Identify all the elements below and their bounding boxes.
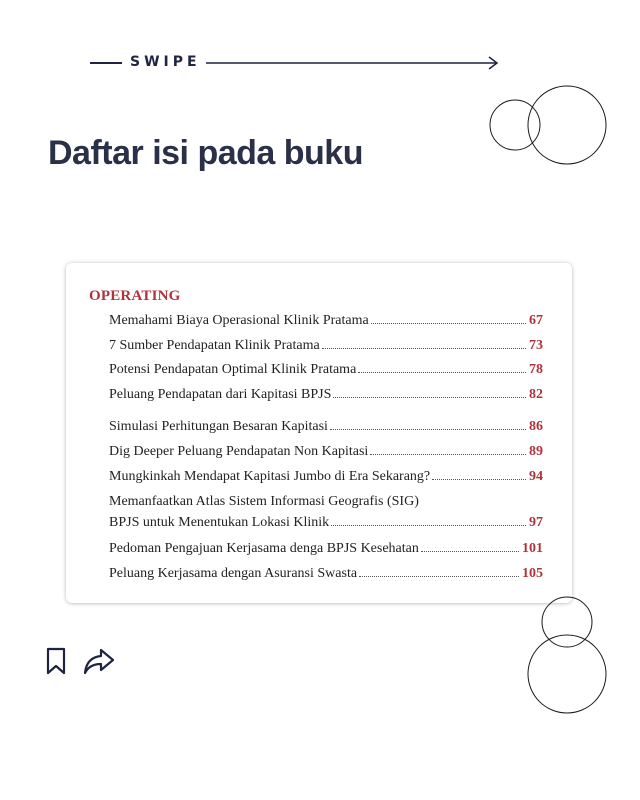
- toc-entry: [109, 362, 543, 378]
- toc-entry-text: Simulasi Perhitungan Besaran Kapitasi: [109, 419, 328, 434]
- toc-entry-page: 105: [522, 566, 543, 581]
- toc-entry-page: 94: [529, 469, 543, 484]
- toc-entry: [109, 313, 543, 329]
- toc-entry-page: 97: [529, 515, 543, 530]
- toc-entry-text: Memahami Biaya Operasional Klinik Pratama: [109, 313, 369, 328]
- toc-entry-page: 67: [529, 313, 543, 328]
- bookmark-icon: [44, 646, 68, 676]
- toc-leader: [322, 348, 526, 349]
- toc-leader: [370, 454, 526, 455]
- toc-entry: [109, 469, 543, 485]
- share-button[interactable]: [82, 646, 116, 681]
- toc-entry-page: 86: [529, 419, 543, 434]
- toc-entry-page: 89: [529, 444, 543, 459]
- swipe-indicator: [90, 53, 500, 73]
- toc-entry-text: Peluang Kerjasama dengan Asuransi Swasta: [109, 566, 358, 581]
- toc-entry: [109, 338, 543, 354]
- swipe-label: SWIPE: [130, 54, 201, 70]
- toc-entry-text: Dig Deeper Peluang Pendapatan Non Kapitasi: [109, 444, 369, 459]
- decorative-circles-top: [485, 85, 610, 170]
- toc-entry-page: 82: [529, 387, 543, 402]
- toc-entry-text: Potensi Pendapatan Optimal Klinik Pratama: [109, 362, 357, 377]
- toc-entry-text: 7 Sumber Pendapatan Klinik Pratama: [109, 338, 320, 353]
- toc-entry-text: Peluang Pendapatan dari Kapitasi BPJS: [109, 387, 332, 402]
- toc-leader: [359, 576, 519, 577]
- toc-entry: [109, 541, 543, 557]
- toc-leader: [331, 525, 526, 526]
- toc-entry-page: 78: [529, 362, 543, 377]
- swipe-line-left: [90, 62, 122, 64]
- toc-entry: [109, 566, 543, 582]
- toc-entry-text-line1: Memanfaatkan Atlas Sistem Informasi Geografis (SIG): [109, 494, 419, 509]
- toc-entry-page: 73: [529, 338, 543, 353]
- arrow-right-icon: [206, 53, 500, 73]
- share-icon: [82, 646, 116, 676]
- toc-section-title: OPERATING: [89, 288, 181, 304]
- toc-leader: [371, 323, 526, 324]
- toc-leader: [432, 479, 526, 480]
- toc-entry: [109, 387, 543, 403]
- toc-entry: [109, 444, 543, 460]
- toc-entry-page: 101: [522, 541, 543, 556]
- toc-entry-text: BPJS untuk Menentukan Lokasi Klinik: [109, 515, 330, 530]
- toc-image: [66, 263, 572, 603]
- decorative-circles-bottom: [520, 592, 620, 722]
- toc-entry: [109, 419, 543, 435]
- toc-leader: [330, 429, 526, 430]
- toc-leader: [333, 397, 526, 398]
- page-title: Daftar isi pada buku: [48, 134, 363, 172]
- toc-entry-text: Pedoman Pengajuan Kerjasama denga BPJS Kesehatan: [109, 541, 419, 556]
- bookmark-button[interactable]: [44, 646, 68, 681]
- post-actions: [44, 646, 116, 681]
- toc-leader: [421, 551, 519, 552]
- toc-leader: [358, 372, 526, 373]
- toc-entry: [109, 515, 543, 531]
- toc-entry-text: Mungkinkah Mendapat Kapitasi Jumbo di Era Sekarang?: [109, 469, 431, 484]
